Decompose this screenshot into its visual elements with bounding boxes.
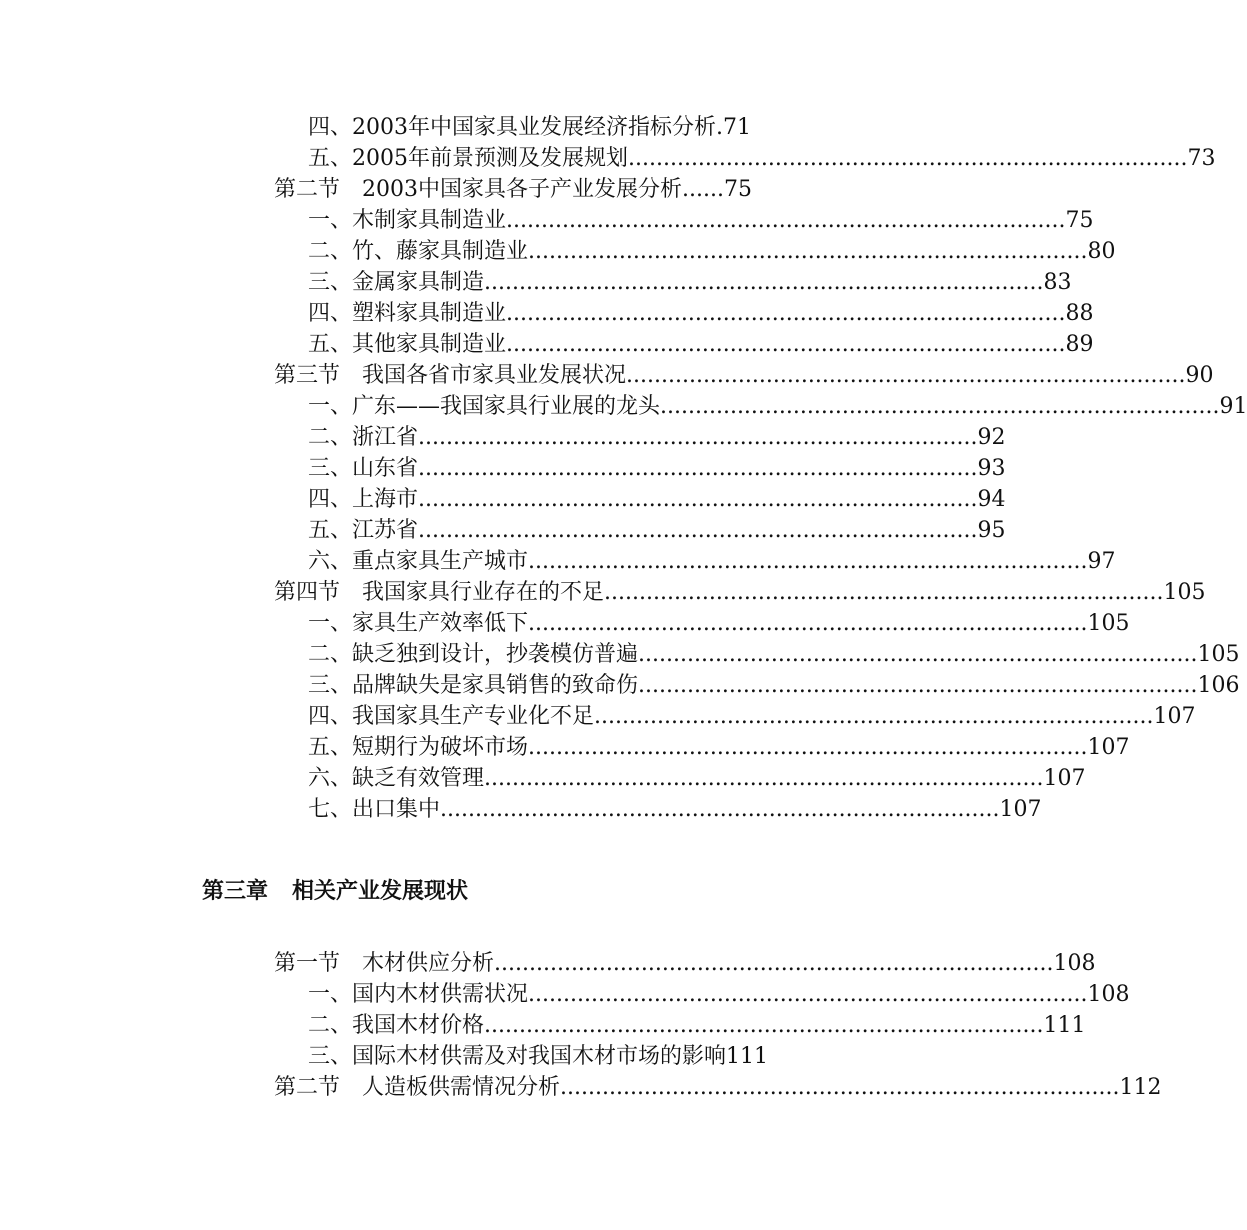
toc-page-number: 105 [1163,580,1206,605]
toc-leader-dots: ................................................................................ [604,580,1164,605]
toc-leader-dots: ................................................................................ [484,270,1044,295]
toc-leader-dots: ................................................................................ [628,146,1188,171]
toc-page-number: 91 [1219,394,1247,419]
toc-page-number: 75 [1065,208,1094,233]
toc-entry-title: 二、缺乏独到设计，抄袭模仿普遍 [308,642,639,667]
toc-entry-title: 第一节 木材供应分析 [274,951,495,976]
toc-leader-dots: ................................................................................ [506,208,1066,233]
toc-entry-title: 五、2005年前景预测及发展规划 [308,146,628,171]
toc-entry[interactable] [308,114,751,142]
toc-entry-title: 二、竹、藤家具制造业 [308,239,529,264]
chapter-label: 第三章 [202,879,269,904]
toc-entry[interactable] [308,517,1006,545]
toc-page-number: 107 [1043,766,1086,791]
toc-entry-title: 第二节 2003中国家具各子产业发展分析...... [274,177,724,202]
toc-entry[interactable] [308,207,1094,235]
toc-page-number: 112 [1119,1075,1162,1100]
toc-page-number: 80 [1087,239,1116,264]
toc-entry-title: 六、重点家具生产城市 [308,549,529,574]
toc-leader-dots: ................................................................................ [560,1075,1120,1100]
toc-entry[interactable] [308,424,1006,452]
toc-page-number: 89 [1065,332,1094,357]
toc-leader-dots: ................................................................................ [528,549,1088,574]
toc-page-number: 111 [1043,1013,1086,1038]
toc-entry-title: 第三节 我国各省市家具业发展状况 [274,363,627,388]
toc-entry-title: 四、塑料家具制造业 [308,301,507,326]
toc-entry[interactable] [274,176,752,204]
toc-entry-title: 第二节 人造板供需情况分析 [274,1075,561,1100]
toc-entry-title: 五、其他家具制造业 [308,332,507,357]
toc-entry[interactable] [308,1043,768,1071]
toc-entry-title: 第四节 我国家具行业存在的不足 [274,580,605,605]
toc-leader-dots: ................................................................................ [528,735,1088,760]
toc-page-number: 88 [1065,301,1094,326]
toc-page-number: 105 [1197,642,1240,667]
toc-leader-dots: ................................................................................ [528,982,1088,1007]
toc-page-number: 107 [1087,735,1130,760]
toc-entry[interactable] [308,734,1130,762]
toc-leader-dots: ................................................................................ [418,425,978,450]
toc-entry-title: 七、出口集中 [308,797,441,822]
toc-page-number: 83 [1043,270,1072,295]
toc-page-number: 106 [1197,673,1240,698]
toc-entry-title: 四、上海市 [308,487,419,512]
toc-page-number: 92 [977,425,1006,450]
toc-leader-dots: ................................................................................ [494,951,1054,976]
toc-page-number: 97 [1087,549,1116,574]
toc-entry[interactable] [308,238,1116,266]
toc-entry-title: 一、木制家具制造业 [308,208,507,233]
toc-entry[interactable] [308,1012,1086,1040]
toc-leader-dots: ................................................................................ [660,394,1220,419]
toc-entry-title: 五、江苏省 [308,518,419,543]
toc-entry[interactable] [308,672,1240,700]
toc-entry-title: 三、金属家具制造 [308,270,485,295]
toc-entry[interactable] [308,300,1094,328]
toc-entry[interactable] [308,610,1130,638]
toc-leader-dots: ................................................................................ [484,1013,1044,1038]
toc-entry[interactable] [308,641,1240,669]
toc-entry-title: 一、广东——我国家具行业展的龙头 [308,394,661,419]
toc-entry[interactable] [308,269,1072,297]
toc-leader-dots: ................................................................................ [626,363,1186,388]
toc-page-number: 108 [1053,951,1096,976]
toc-leader-dots: ................................................................................ [484,766,1044,791]
toc-leader-dots: ................................................................................ [506,332,1066,357]
toc-entry-title: 三、山东省 [308,456,419,481]
toc-leader-dots: ................................................................................ [528,611,1088,636]
toc-leader-dots: ................................................................................ [594,704,1154,729]
toc-page-number: 73 [1187,146,1216,171]
toc-entry[interactable] [274,950,1096,978]
toc-page-number: 93 [977,456,1006,481]
toc-leader-dots: ................................................................................ [638,642,1198,667]
toc-page-number: 90 [1185,363,1214,388]
toc-entry[interactable] [308,455,1006,483]
toc-entry-title: 二、浙江省 [308,425,419,450]
toc-leader-dots: ................................................................................ [638,673,1198,698]
toc-page-number: 105 [1087,611,1130,636]
toc-page-number: 108 [1087,982,1130,1007]
chapter-heading [202,878,468,906]
toc-leader-dots: ................................................................................ [528,239,1088,264]
toc-entry[interactable] [308,981,1130,1009]
toc-leader-dots: ................................................................................ [506,301,1066,326]
toc-entry-title: 一、家具生产效率低下 [308,611,529,636]
toc-page-number: 95 [977,518,1006,543]
chapter-title: 相关产业发展现状 [292,879,469,904]
toc-entry[interactable] [308,393,1247,421]
toc-leader-dots: ................................................................................ [418,487,978,512]
toc-entry[interactable] [274,579,1206,607]
toc-entry-title: 三、品牌缺失是家具销售的致命伤 [308,673,639,698]
toc-entry-title: 一、国内木材供需状况 [308,982,529,1007]
toc-entry-title: 四、2003年中国家具业发展经济指标分析.71 [308,115,751,140]
toc-page-number: 107 [1153,704,1196,729]
toc-page-number: 107 [999,797,1042,822]
toc-entry[interactable] [308,145,1216,173]
toc-entry[interactable] [274,1074,1162,1102]
toc-entry-title: 五、短期行为破坏市场 [308,735,529,760]
toc-entry[interactable] [308,486,1006,514]
toc-page-number: 75 [723,177,752,202]
toc-entry[interactable] [308,765,1086,793]
toc-entry-title: 六、缺乏有效管理 [308,766,485,791]
toc-entry-title: 二、我国木材价格 [308,1013,485,1038]
toc-leader-dots: ................................................................................ [440,797,1000,822]
toc-entry[interactable] [308,548,1116,576]
toc-entry[interactable] [308,331,1094,359]
toc-entry-title: 三、国际木材供需及对我国木材市场的影响111 [308,1044,768,1069]
toc-entry[interactable] [274,362,1214,390]
toc-page-number: 94 [977,487,1006,512]
toc-entry[interactable] [308,796,1042,824]
toc-leader-dots: ................................................................................ [418,456,978,481]
toc-entry-title: 四、我国家具生产专业化不足 [308,704,595,729]
toc-leader-dots: ................................................................................ [418,518,978,543]
toc-entry[interactable] [308,703,1196,731]
